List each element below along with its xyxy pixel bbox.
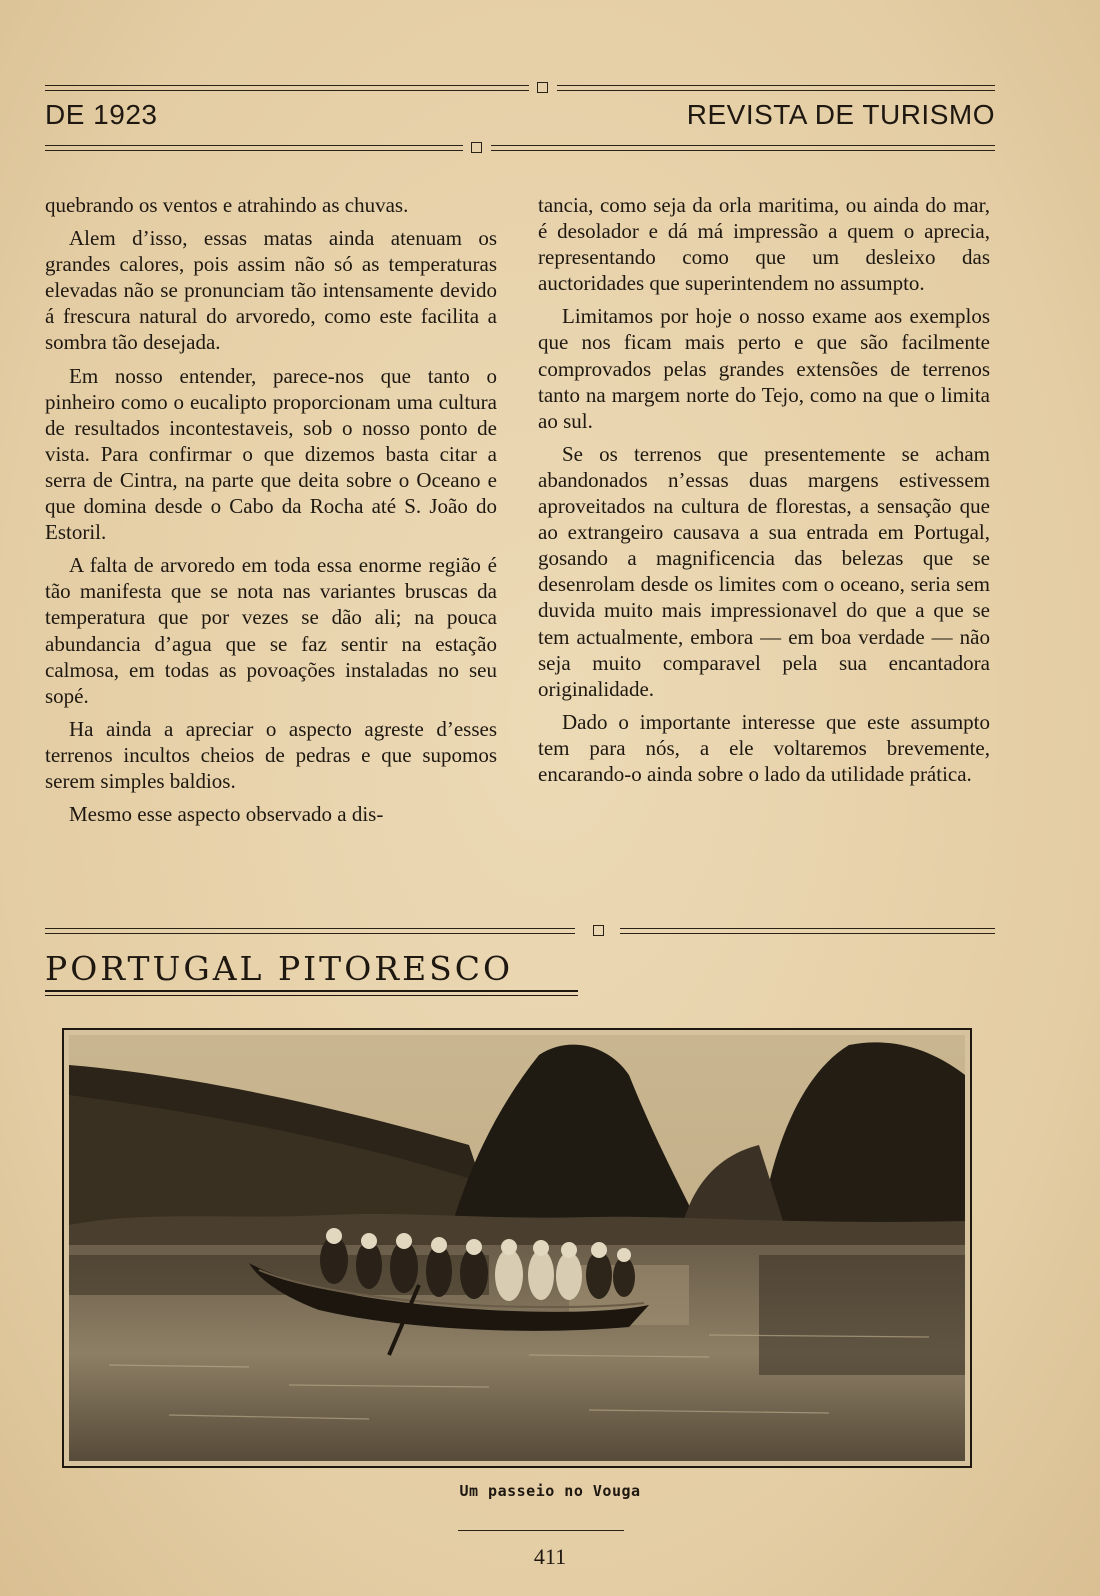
header-magazine-title: REVISTA DE TURISMO <box>686 99 995 130</box>
paragraph: Dado o importante interesse que este assumpto tem para nós, a ele voltaremos brevemente, encarando-o ainda sobre o lado da utilidade prática. <box>538 709 990 786</box>
section-title: PORTUGAL PITORESCO <box>45 949 514 988</box>
paragraph: Se os terrenos que presentemente se acham abandonados n’essas duas margens estivessem aproveitados na cultura de florestas, a sensação que ao extrangeiro causava a sua entrada em Portugal, gosando a magnificencia das belezas que se desenrolam desde os limites com o oceano, seria sem duvida muito mais impressionavel do que a que se tem actualmente, embora — em boa verdade — não seja muito comparavel pela sua encantadora originalidade. <box>538 441 990 701</box>
section-title-underline <box>45 990 578 996</box>
header-date: DE 1923 <box>45 99 158 130</box>
section-divider-rule <box>45 925 995 939</box>
page-number: 411 <box>533 1544 567 1569</box>
running-header <box>45 99 995 135</box>
left-column <box>45 192 497 827</box>
photo-caption: Um passeio no Vouga <box>459 1482 641 1500</box>
photo-boat-on-river-icon <box>69 1035 965 1461</box>
header-bottom-rule <box>45 142 995 156</box>
caption-rule <box>458 1530 624 1531</box>
paragraph: Limitamos por hoje o nosso exame aos exemplos que nos ficam mais perto e que são facilmente comprovados pelas grandes extensões de terrenos tanto na margem norte do Tejo, como na que o limita ao sul. <box>538 304 990 433</box>
ornament-square-icon <box>471 142 482 153</box>
paragraph: Mesmo esse aspecto observado a dis- <box>69 802 384 827</box>
ornament-square-icon <box>537 82 548 93</box>
ornament-square-icon <box>593 925 604 936</box>
paragraph: Alem d’isso, essas matas ainda atenuam os grandes calores, pois assim não só as temperaturas elevadas não se pronunciam tão intensamente devido á frescura natural do arvoredo, como este facilita a sombra tão desejada. <box>45 226 497 355</box>
paragraph: Ha ainda a apreciar o aspecto agreste d’esses terrenos incultos cheios de pedras e que supomos serem simples baldios. <box>45 716 497 793</box>
paragraph: A falta de arvoredo em toda essa enorme região é tão manifesta que se nota nas variantes bruscas da temperatura que por vezes se dão ali; na pouca abundancia d’agua que se faz sentir na estação calmosa, em todas as povoações instaladas no seu sopé. <box>45 553 497 708</box>
paragraph: Em nosso entender, parece-nos que tanto o pinheiro como o eucalipto proporcionam uma cultura de resultados incontestaveis, sob o nosso ponto de vista. Para confirmar o que dizemos basta citar a serra de Cintra, na parte que deita sobre o Oceano e que domina desde o Cabo da Rocha até S. João do Estoril. <box>45 363 497 545</box>
paragraph: quebrando os ventos e atrahindo as chuvas. <box>45 193 409 217</box>
header-top-rule <box>45 82 995 96</box>
right-column <box>538 192 990 787</box>
paragraph: tancia, como seja da orla maritima, ou ainda do mar, é desolador e dá má impressão a quem o aprecia, representando como que um desleixo das auctoridades que superintendem no assumpto. <box>538 193 990 296</box>
photograph <box>62 1028 972 1468</box>
